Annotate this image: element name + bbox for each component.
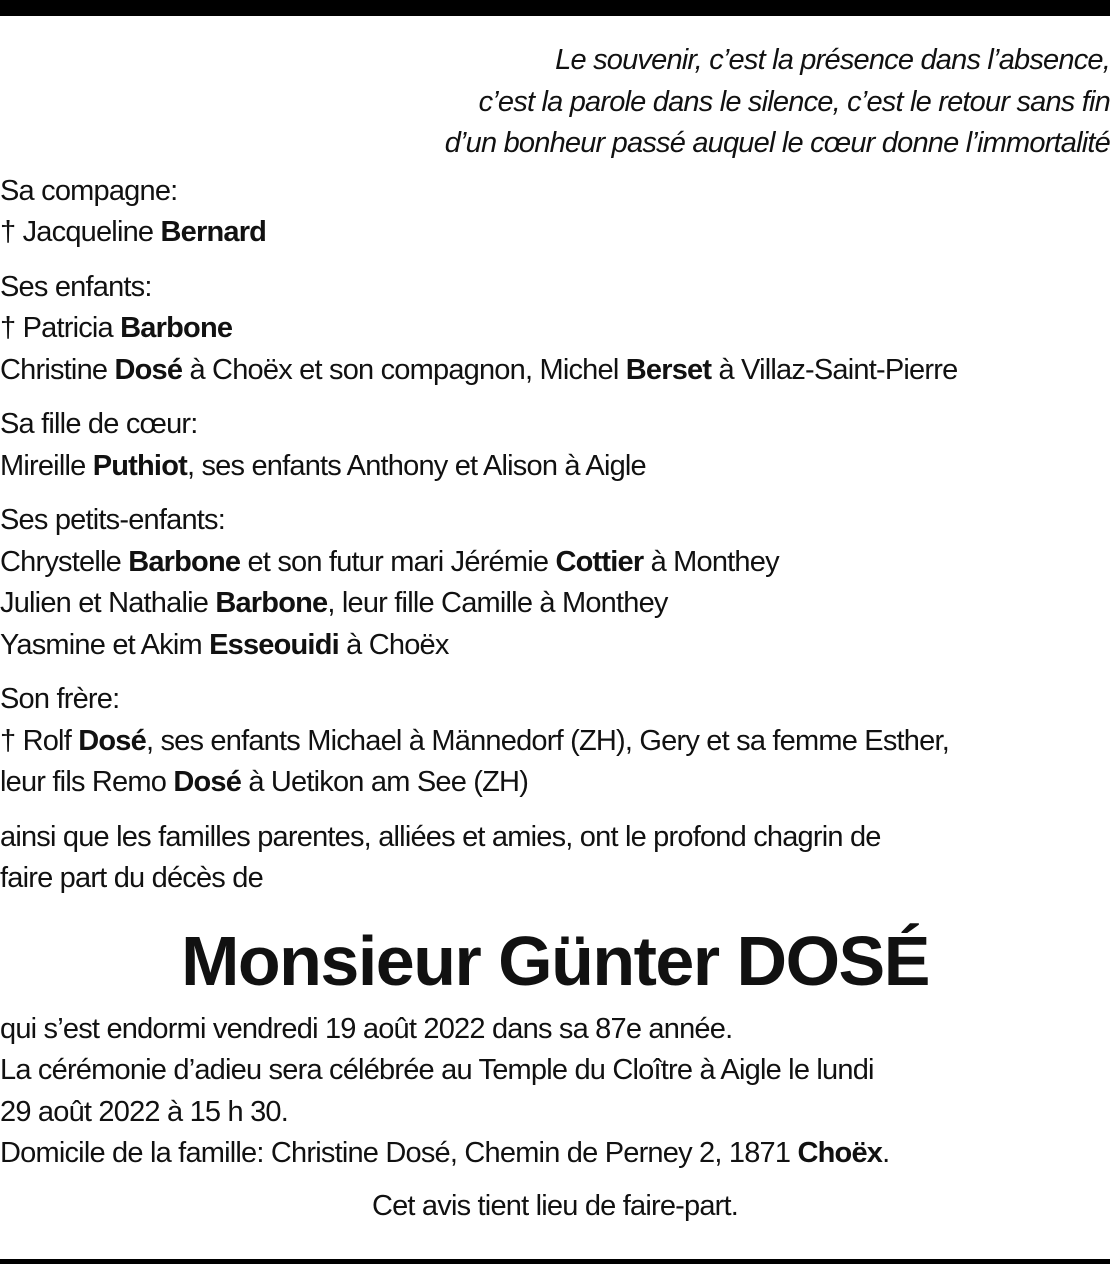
family-line: leur fils Remo Dosé à Uetikon am See (ZH)	[0, 766, 529, 798]
epigraph-quote	[0, 40, 1110, 165]
quote-line: d’un bonheur passé auquel le cœur donne l’immortalité	[444, 127, 1110, 159]
section-heading: Sa compagne:	[0, 174, 178, 207]
obituary-notice	[0, 40, 1110, 1227]
closing-note: Cet avis tient lieu de faire-part.	[371, 1189, 739, 1222]
details-line: qui s’est endormi vendredi 19 août 2022 dans sa 87e année.	[0, 1012, 733, 1045]
family-line: Julien et Nathalie Barbone, leur fille Camille à Monthey	[0, 587, 668, 619]
quote-line: Le souvenir, c’est la présence dans l’absence,	[555, 44, 1110, 76]
section-fille-de-coeur	[0, 404, 1110, 487]
details-line: 29 août 2022 à 15 h 30.	[0, 1095, 288, 1128]
ceremony-details	[0, 1009, 1110, 1175]
family-line: Yasmine et Akim Esseouidi à Choëx	[0, 628, 449, 661]
top-rule	[0, 0, 1110, 16]
quote-line: c’est la parole dans le silence, c’est le retour sans fin	[478, 85, 1110, 118]
announcement-line: faire part du décès de	[0, 862, 263, 894]
family-line: † Patricia Barbone	[0, 312, 233, 344]
family-line: Mireille Puthiot, ses enfants Anthony et Alison à Aigle	[0, 449, 646, 482]
announcement-paragraph	[0, 817, 1110, 900]
details-line: La cérémonie d’adieu sera célébrée au Temple du Cloître à Aigle le lundi	[0, 1054, 874, 1086]
bottom-rule	[0, 1259, 1110, 1264]
family-line: † Rolf Dosé, ses enfants Michael à Männedorf (ZH), Gery et sa femme Esther,	[0, 724, 949, 757]
announcement-line: ainsi que les familles parentes, alliées et amies, ont le profond chagrin de	[0, 820, 881, 853]
section-heading: Sa fille de cœur:	[0, 408, 198, 440]
section-frere	[0, 679, 1110, 804]
family-line: † Jacqueline Bernard	[0, 216, 267, 248]
section-compagne	[0, 171, 1110, 254]
deceased-name-title: Monsieur Günter DOSÉ	[181, 921, 929, 1000]
family-line: Christine Dosé à Choëx et son compagnon, Michel Berset à Villaz-Saint-Pierre	[0, 353, 958, 386]
section-heading: Son frère:	[0, 683, 120, 715]
section-heading: Ses enfants:	[0, 270, 152, 303]
section-enfants	[0, 267, 1110, 392]
family-line: Chrystelle Barbone et son futur mari Jérémie Cottier à Monthey	[0, 545, 779, 578]
section-petits-enfants	[0, 500, 1110, 666]
section-heading: Ses petits-enfants:	[0, 504, 225, 536]
family-address-line: Domicile de la famille: Christine Dosé, Chemin de Perney 2, 1871 Choëx.	[0, 1137, 890, 1169]
